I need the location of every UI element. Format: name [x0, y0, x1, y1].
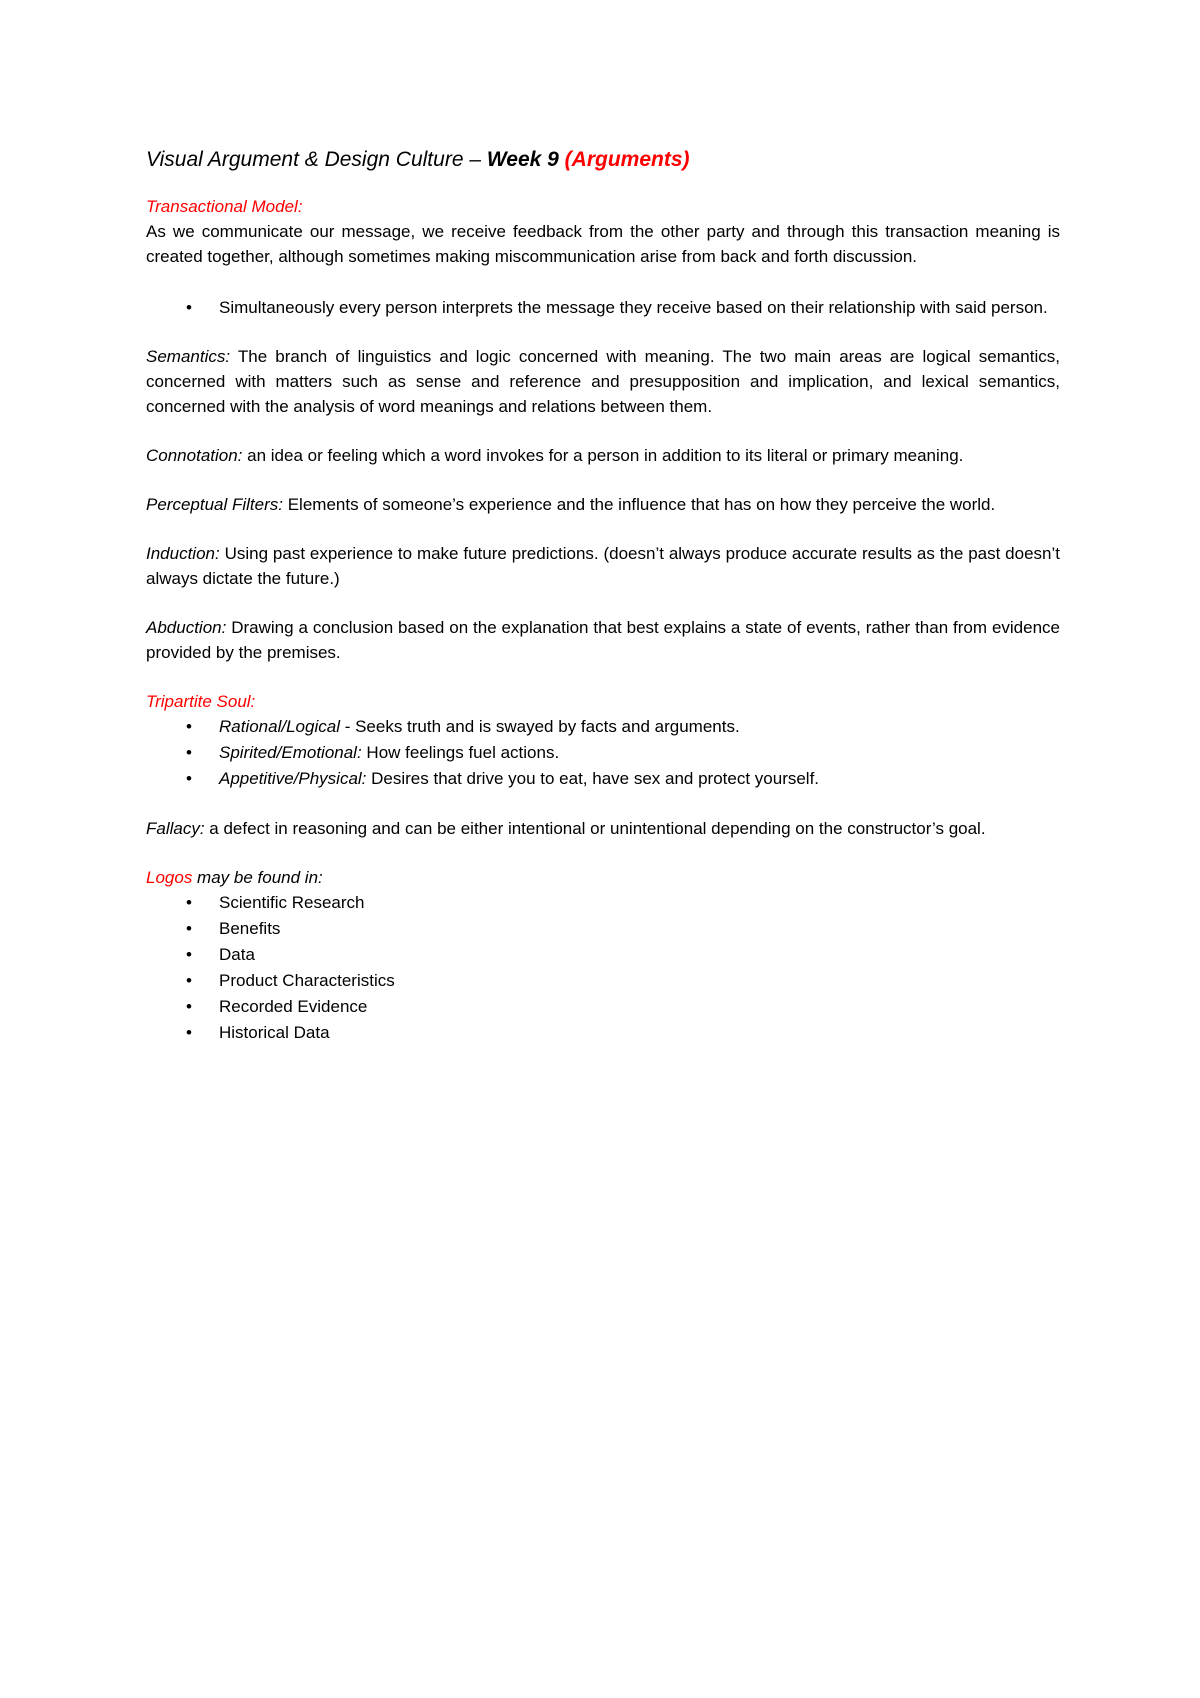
transactional-list: [146, 295, 1060, 320]
list-item: • Simultaneously every person interprets the message they receive based on their relationship with said person.: [146, 295, 1060, 320]
list-item: • Benefits: [146, 916, 1060, 942]
list-item: [146, 766, 1060, 792]
abduction-text: Drawing a conclusion based on the explanation that best explains a state of events, rather than from evidence provided by the premises.: [146, 618, 1060, 662]
perceptual-text: Elements of someone’s experience and the influence that has on how they perceive the world.: [283, 495, 996, 514]
tripartite-heading: Tripartite Soul:: [146, 692, 256, 711]
list-item: [146, 740, 1060, 766]
transactional-body: As we communicate our message, we receive feedback from the other party and through this transaction meaning is created together, although sometimes making miscommunication arise from back and forth discussion.: [146, 222, 1060, 266]
title-course: Visual Argument & Design Culture –: [146, 148, 487, 171]
semantics-term: Semantics:: [146, 347, 231, 366]
tripartite-term: Appetitive/Physical:: [219, 769, 367, 788]
logos-list: [146, 890, 1060, 1046]
title-week: Week 9: [486, 148, 565, 171]
induction-term: Induction:: [146, 544, 220, 563]
title-topic: (Arguments): [564, 148, 690, 171]
semantics-paragraph: [146, 344, 1060, 419]
induction-paragraph: [146, 541, 1060, 591]
list-item: • Recorded Evidence: [146, 994, 1060, 1020]
fallacy-term: Fallacy:: [146, 819, 205, 838]
tripartite-text: How feelings fuel actions.: [361, 743, 560, 762]
logos-heading-red: Logos: [146, 868, 193, 887]
document-content: [146, 146, 1060, 1046]
connotation-paragraph: [146, 443, 1060, 468]
document-title: [146, 146, 1060, 174]
list-item: • Scientific Research: [146, 890, 1060, 916]
perceptual-term: Perceptual Filters:: [146, 495, 283, 514]
tripartite-list: [146, 714, 1060, 792]
fallacy-text: a defect in reasoning and can be either intentional or unintentional depending on the constructor’s goal.: [204, 819, 986, 838]
list-item: [146, 714, 1060, 740]
tripartite-text: - Seeks truth and is swayed by facts and arguments.: [339, 717, 740, 736]
perceptual-paragraph: [146, 492, 1060, 517]
transactional-heading: Transactional Model:: [146, 197, 303, 216]
logos-heading: [146, 865, 1060, 890]
list-item: • Historical Data: [146, 1020, 1060, 1046]
list-item: • Product Characteristics: [146, 968, 1060, 994]
induction-text: Using past experience to make future predictions. (doesn’t always produce accurate results as the past doesn’t always dictate the future.): [146, 544, 1060, 588]
tripartite-term: Spirited/Emotional:: [219, 743, 362, 762]
abduction-paragraph: [146, 615, 1060, 665]
tripartite-term: Rational/Logical: [219, 717, 340, 736]
list-item: • Data: [146, 942, 1060, 968]
semantics-text: The branch of linguistics and logic concerned with meaning. The two main areas are logical semantics, concerned with matters such as sense and reference and presupposition and implication, and lexical semantics, concerned with the analysis of word meanings and relations between them.: [146, 347, 1060, 416]
tripartite-text: Desires that drive you to eat, have sex and protect yourself.: [366, 769, 820, 788]
abduction-term: Abduction:: [146, 618, 227, 637]
fallacy-paragraph: [146, 816, 1060, 841]
logos-heading-rest: may be found in:: [192, 868, 323, 887]
connotation-text: an idea or feeling which a word invokes for a person in addition to its literal or primary meaning.: [242, 446, 964, 465]
connotation-term: Connotation:: [146, 446, 243, 465]
